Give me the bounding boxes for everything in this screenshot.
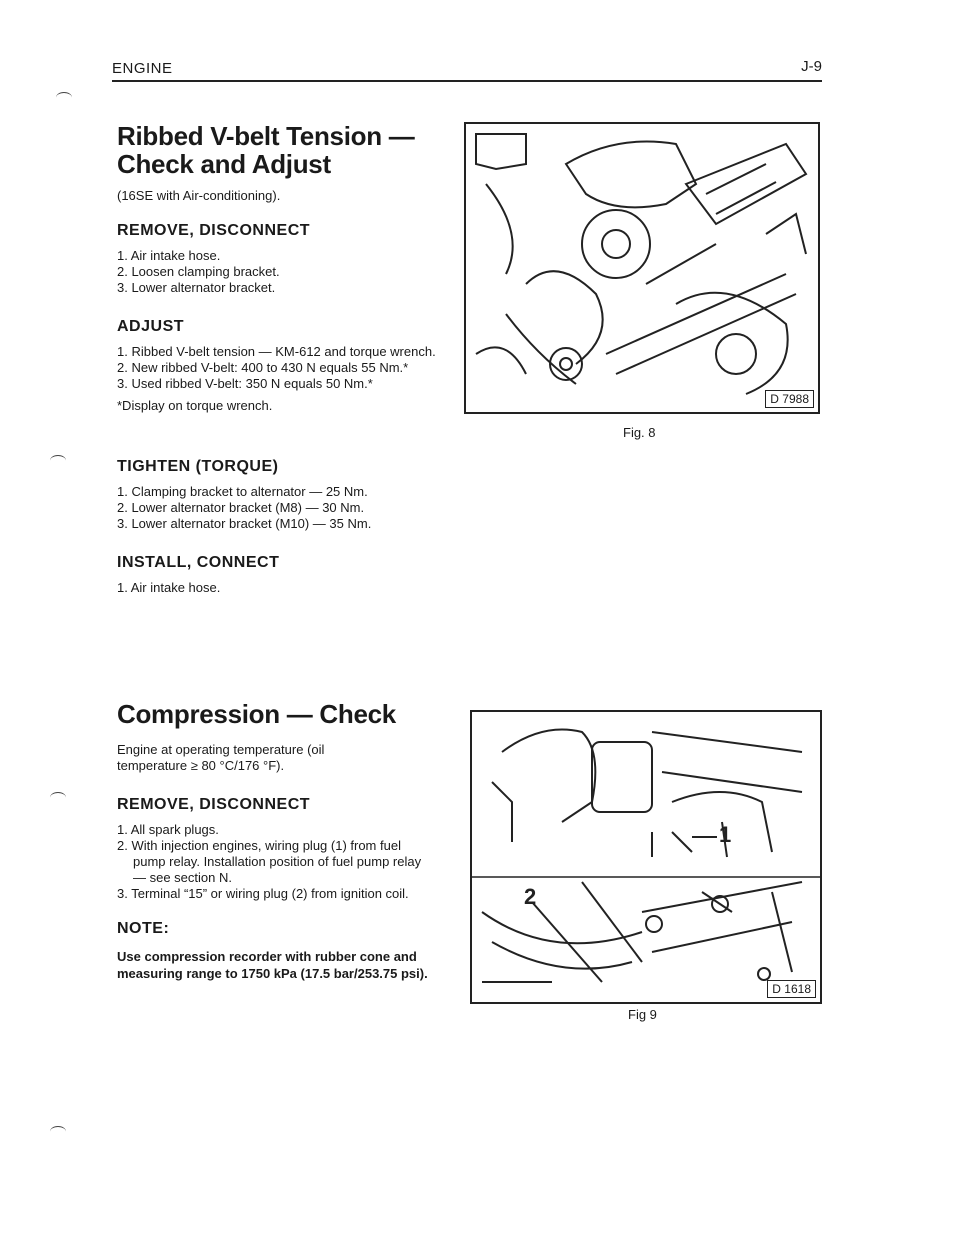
label-1: 1 — [719, 822, 732, 847]
list-item: 1. Air intake hose. — [117, 248, 221, 263]
margin-mark — [50, 1126, 66, 1137]
note-heading: NOTE: — [117, 920, 170, 937]
margin-mark — [50, 455, 66, 466]
list-item: 2. New ribbed V-belt: 400 to 430 N equals 55 Nm.* — [117, 360, 409, 375]
engine-tensioner-illustration — [466, 124, 818, 412]
figure-code: D 1618 — [767, 980, 816, 998]
margin-mark — [56, 92, 72, 103]
list-item: 3. Terminal “15” or wiring plug (2) from ignition coil. — [117, 886, 409, 901]
list-item: 2. Lower alternator bracket (M8) — 30 Nm. — [117, 500, 365, 515]
vbelt-adjust-list — [117, 344, 437, 392]
list-item: 2. Loosen clamping bracket. — [117, 264, 280, 279]
vbelt-remove-list — [117, 248, 457, 296]
compression-section — [117, 700, 457, 982]
note-text: Use compression recorder with rubber cone and measuring range to 1750 kPa (17.5 bar/253.75 psi). — [117, 949, 428, 981]
vbelt-tighten-list — [117, 484, 457, 532]
vbelt-adjust-heading: ADJUST — [117, 318, 185, 335]
figure-9 — [470, 710, 822, 1004]
list-item: 1. All spark plugs. — [117, 822, 219, 837]
compression-intro: Engine at operating temperature (oil temperature ≥ 80 °C/176 °F). — [117, 742, 325, 773]
list-item: 3. Used ribbed V-belt: 350 N equals 50 Nm.* — [117, 376, 373, 391]
vbelt-adjust-footnote: *Display on torque wrench. — [117, 398, 273, 413]
page-header — [112, 58, 822, 82]
list-item: 3. Lower alternator bracket (M10) — 35 Nm. — [117, 516, 372, 531]
figure-8 — [464, 122, 820, 414]
section-name: ENGINE — [112, 60, 173, 77]
vbelt-install-list — [117, 580, 457, 596]
vbelt-section — [117, 122, 457, 596]
list-item: 1. Clamping bracket to alternator — 25 Nm. — [117, 484, 368, 499]
vbelt-title-line1: Ribbed V-belt Tension — — [117, 121, 415, 151]
list-item: 1. Air intake hose. — [117, 580, 221, 595]
margin-mark — [50, 792, 66, 803]
label-2: 2 — [524, 884, 537, 909]
figure-8-caption: Fig. 8 — [623, 425, 656, 440]
list-item: 2. With injection engines, wiring plug (1) from fuel pump relay. Installation position of fuel pump relay — see section N. — [117, 838, 422, 885]
compression-remove-heading: REMOVE, DISCONNECT — [117, 796, 311, 813]
vbelt-title-line2: Check and Adjust — [117, 149, 331, 179]
relay-coil-illustration — [472, 712, 820, 1002]
list-item: 3. Lower alternator bracket. — [117, 280, 276, 295]
figure-9-caption: Fig 9 — [628, 1007, 657, 1022]
compression-remove-list — [117, 822, 427, 902]
figure-code: D 7988 — [765, 390, 814, 408]
page-number: J-9 — [801, 58, 822, 75]
compression-title: Compression — Check — [117, 699, 396, 729]
vbelt-subtitle: (16SE with Air-conditioning). — [117, 188, 281, 203]
vbelt-tighten-heading: TIGHTEN (TORQUE) — [117, 458, 279, 475]
vbelt-remove-heading: REMOVE, DISCONNECT — [117, 222, 311, 239]
list-item: 1. Ribbed V-belt tension — KM-612 and torque wrench. — [117, 344, 436, 359]
vbelt-install-heading: INSTALL, CONNECT — [117, 554, 280, 571]
